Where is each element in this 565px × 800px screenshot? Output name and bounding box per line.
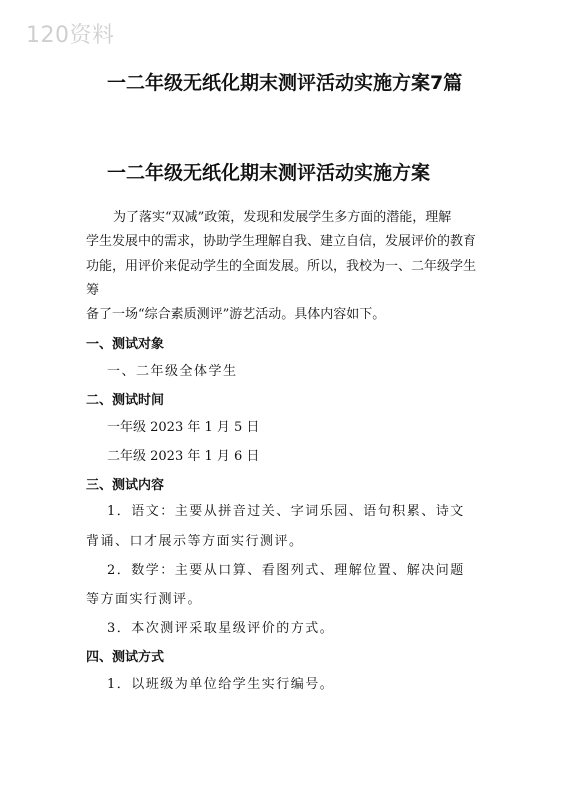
intro-line: 备了一场“综合素质测评”游艺活动。具体内容如下。: [86, 307, 386, 322]
intro-line: 筹: [86, 283, 100, 298]
intro-line: 为了落实“双减”政策，发现和发展学生多方面的潜能，理解: [113, 210, 452, 225]
section-line: 二年级 2023 年 1 月 6 日: [107, 449, 260, 464]
section-line: 3．本次测评采取星级评价的方式。: [107, 621, 335, 636]
section-line: 1．语文：主要从拼音过关、字词乐园、语句积累、诗文: [107, 504, 465, 519]
document-title: 一二年级无纸化期末测评活动实施方案7篇: [107, 72, 463, 94]
section-line: 一、二年级全体学生: [107, 364, 238, 379]
section-heading: 一、测试对象: [86, 337, 165, 352]
section-title: 一二年级无纸化期末测评活动实施方案: [107, 162, 431, 184]
intro-line: 学生发展中的需求，协助学生理解自我、建立自信，发展评价的教育: [86, 234, 477, 249]
section-line: 1．以班级为单位给学生实行编号。: [107, 677, 335, 692]
section-line: 等方面实行测评。: [86, 592, 203, 607]
watermark: 120资料: [26, 23, 115, 48]
section-heading: 四、测试方式: [86, 650, 165, 665]
section-line: 一年级 2023 年 1 月 5 日: [107, 420, 260, 435]
section-line: 背诵、口才展示等方面实行测评。: [86, 534, 304, 549]
section-line: 2．数学：主要从口算、看图列式、理解位置、解决问题: [107, 563, 465, 578]
intro-line: 功能，用评价来促动学生的全面发展。所以，我校为一、二年级学生: [86, 259, 477, 274]
section-heading: 三、测试内容: [86, 478, 165, 493]
section-heading: 二、测试时间: [86, 393, 165, 408]
